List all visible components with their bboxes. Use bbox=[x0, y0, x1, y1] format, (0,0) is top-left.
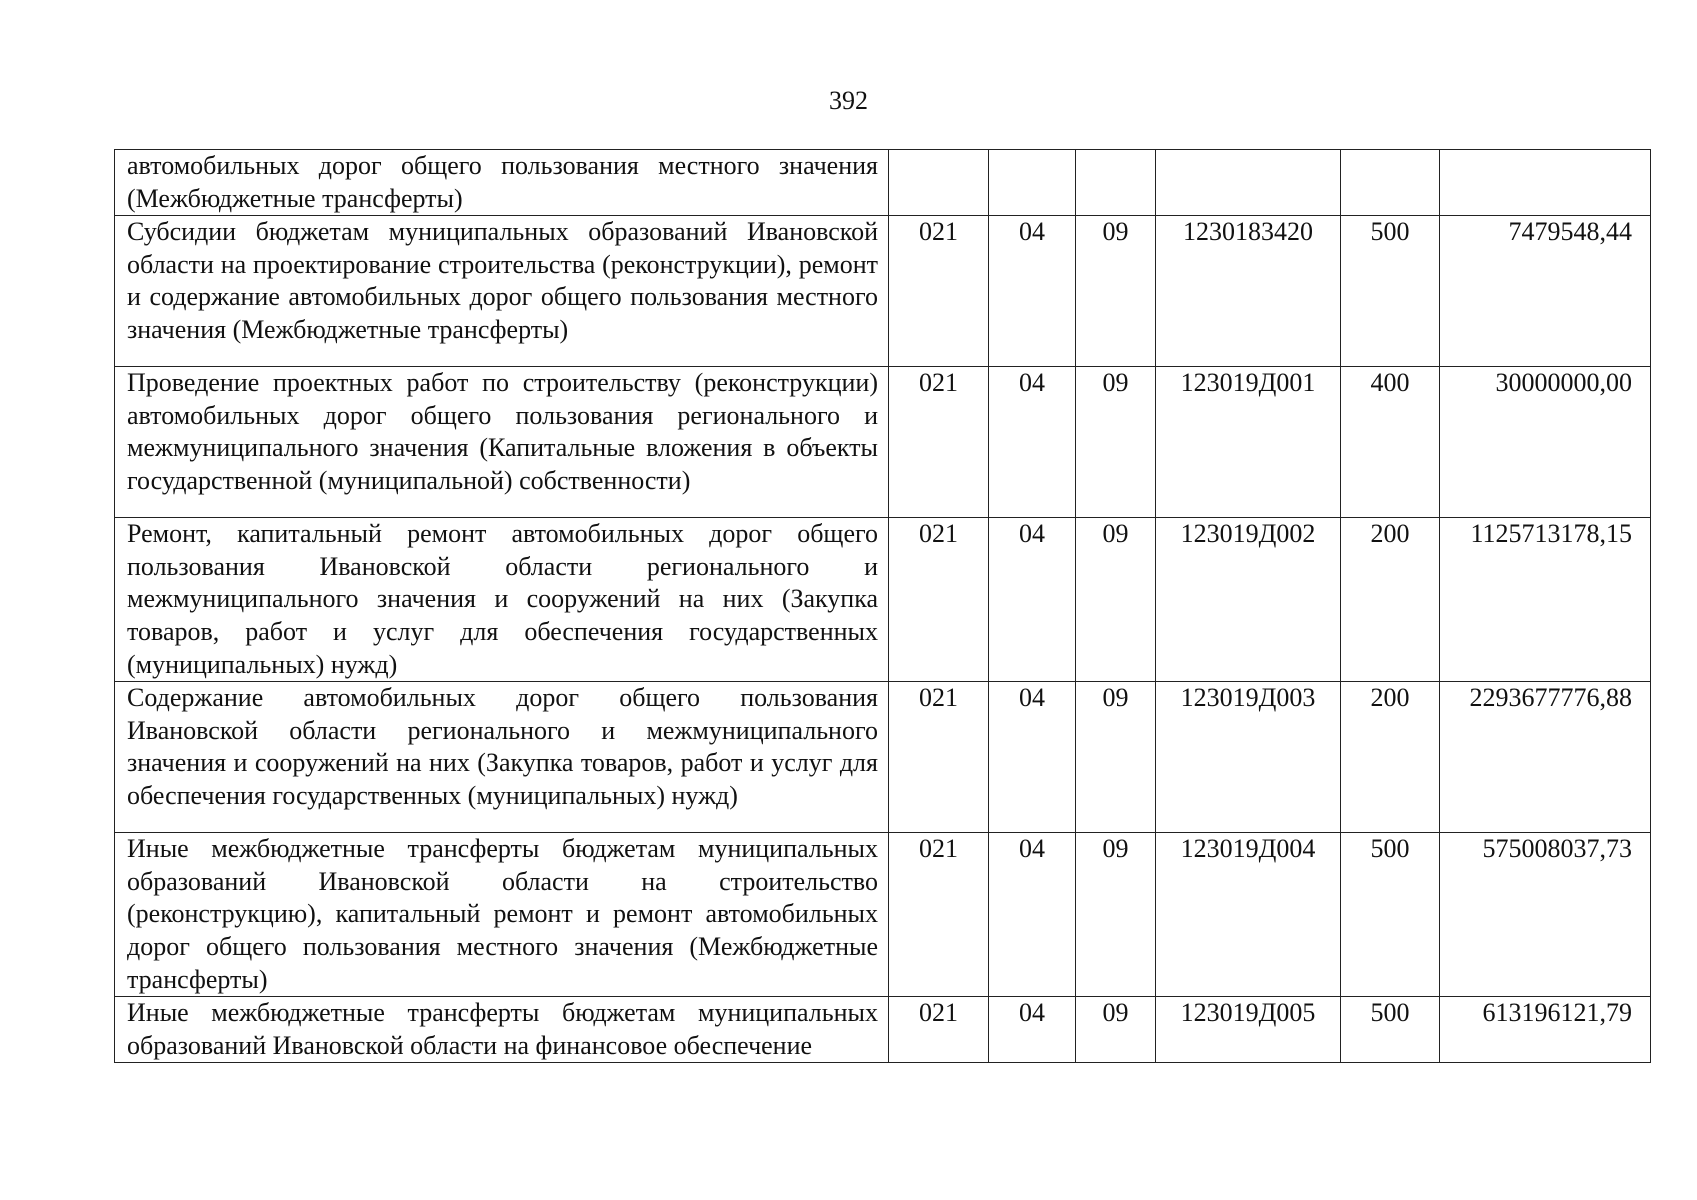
row-description: Содержание автомобильных дорог общего пользования Ивановской области регионального и межмуниципального значения и сооружений на них (Закупка товаров, работ и услуг для обеспечения государственных (муниципальных) нужд) bbox=[115, 682, 889, 833]
budget-table-body bbox=[115, 150, 1651, 1063]
row-subsection-code bbox=[1076, 150, 1156, 216]
table-row bbox=[115, 997, 1651, 1063]
table-row bbox=[115, 833, 1651, 997]
page-number: 392 bbox=[829, 86, 868, 115]
row-expense-type: 500 bbox=[1341, 833, 1440, 997]
row-description: Субсидии бюджетам муниципальных образований Ивановской области на проектирование строительства (реконструкции), ремонт и содержание автомобильных дорог общего пользования местного значения (Межбюджетные трансферты) bbox=[115, 216, 889, 367]
row-admin-code: 021 bbox=[889, 216, 989, 367]
row-description: Ремонт, капитальный ремонт автомобильных дорог общего пользования Ивановской области регионального и межмуниципального значения и сооружений на них (Закупка товаров, работ и услуг для обеспечения государственных (муниципальных) нужд) bbox=[115, 518, 889, 682]
row-admin-code: 021 bbox=[889, 997, 989, 1063]
row-admin-code: 021 bbox=[889, 833, 989, 997]
row-section-code: 04 bbox=[989, 367, 1076, 518]
row-target-article: 123019Д005 bbox=[1156, 997, 1341, 1063]
row-description: автомобильных дорог общего пользования местного значения (Межбюджетные трансферты) bbox=[115, 150, 889, 216]
row-subsection-code: 09 bbox=[1076, 682, 1156, 833]
table-row bbox=[115, 682, 1651, 833]
row-admin-code: 021 bbox=[889, 518, 989, 682]
row-description: Проведение проектных работ по строительству (реконструкции) автомобильных дорог общего пользования регионального и межмуниципального значения (Капитальные вложения в объекты государственной (муниципальной) собственности) bbox=[115, 367, 889, 518]
row-amount: 7479548,44 bbox=[1440, 216, 1651, 367]
table-row bbox=[115, 150, 1651, 216]
row-expense-type: 500 bbox=[1341, 216, 1440, 367]
table-row bbox=[115, 518, 1651, 682]
row-amount: 2293677776,88 bbox=[1440, 682, 1651, 833]
row-description: Иные межбюджетные трансферты бюджетам муниципальных образований Ивановской области на строительство (реконструкцию), капитальный ремонт и ремонт автомобильных дорог общего пользования местного значения (Межбюджетные трансферты) bbox=[115, 833, 889, 997]
row-target-article: 1230183420 bbox=[1156, 216, 1341, 367]
row-description: Иные межбюджетные трансферты бюджетам муниципальных образований Ивановской области на финансовое обеспечение bbox=[115, 997, 889, 1063]
row-expense-type bbox=[1341, 150, 1440, 216]
row-amount: 1125713178,15 bbox=[1440, 518, 1651, 682]
row-section-code: 04 bbox=[989, 682, 1076, 833]
row-target-article: 123019Д002 bbox=[1156, 518, 1341, 682]
row-section-code bbox=[989, 150, 1076, 216]
row-subsection-code: 09 bbox=[1076, 216, 1156, 367]
row-subsection-code: 09 bbox=[1076, 367, 1156, 518]
row-subsection-code: 09 bbox=[1076, 997, 1156, 1063]
budget-table bbox=[114, 149, 1651, 1063]
row-section-code: 04 bbox=[989, 518, 1076, 682]
row-amount: 30000000,00 bbox=[1440, 367, 1651, 518]
row-amount: 613196121,79 bbox=[1440, 997, 1651, 1063]
row-target-article: 123019Д004 bbox=[1156, 833, 1341, 997]
row-section-code: 04 bbox=[989, 833, 1076, 997]
row-target-article bbox=[1156, 150, 1341, 216]
row-subsection-code: 09 bbox=[1076, 518, 1156, 682]
row-admin-code: 021 bbox=[889, 367, 989, 518]
row-expense-type: 200 bbox=[1341, 518, 1440, 682]
row-expense-type: 400 bbox=[1341, 367, 1440, 518]
row-amount bbox=[1440, 150, 1651, 216]
row-section-code: 04 bbox=[989, 216, 1076, 367]
row-subsection-code: 09 bbox=[1076, 833, 1156, 997]
row-expense-type: 200 bbox=[1341, 682, 1440, 833]
table-row bbox=[115, 367, 1651, 518]
row-section-code: 04 bbox=[989, 997, 1076, 1063]
row-admin-code: 021 bbox=[889, 682, 989, 833]
row-target-article: 123019Д001 bbox=[1156, 367, 1341, 518]
row-amount: 575008037,73 bbox=[1440, 833, 1651, 997]
row-target-article: 123019Д003 bbox=[1156, 682, 1341, 833]
row-expense-type: 500 bbox=[1341, 997, 1440, 1063]
table-row bbox=[115, 216, 1651, 367]
row-admin-code bbox=[889, 150, 989, 216]
